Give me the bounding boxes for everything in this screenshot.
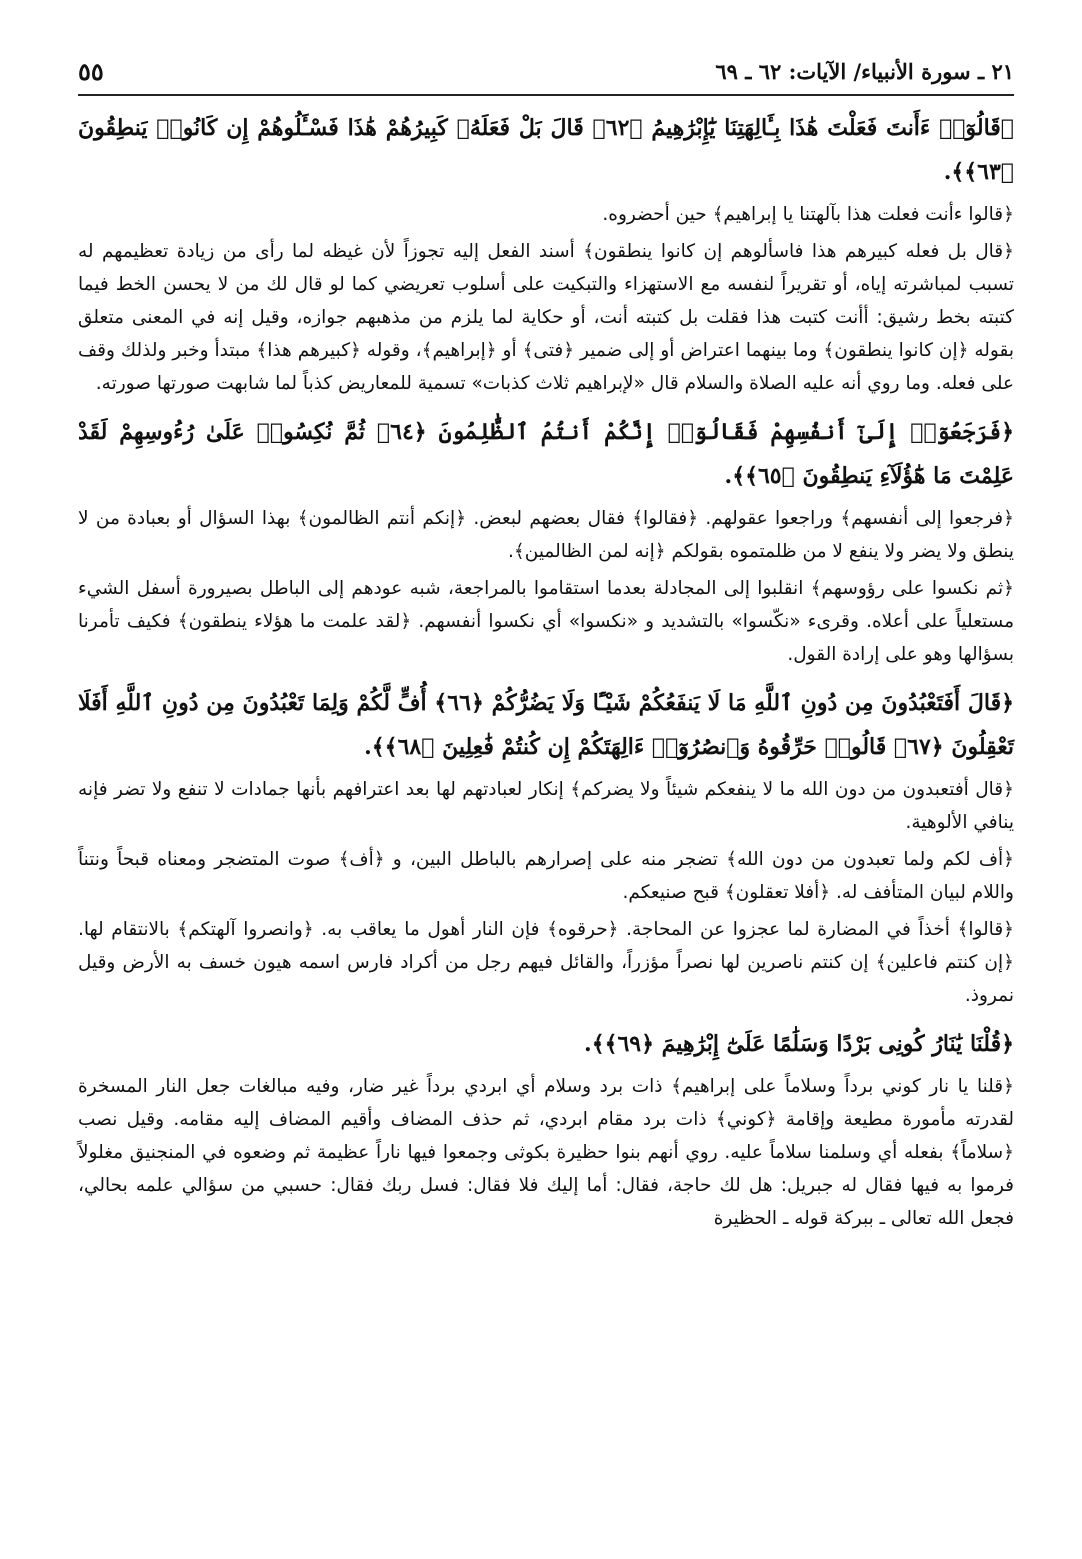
running-title: ٢١ ـ سورة الأنبياء/ الآيات: ٦٢ ـ ٦٩ [715,58,1014,84]
quran-verses-66-68: ﴿قَالَ أَفَتَعْبُدُونَ مِن دُونِ ٱللَّهِ مَا لَا يَنفَعُكُمْ شَيْـًٔا وَلَا يَضُرُّكُمْ ﴿٦٦﴾ أُفٍّ لَّكُمْ وَلِمَا تَعْبُدُونَ مِن دُونِ ٱللَّهِ أَفَلَا تَعْقِلُونَ ﴿٦٧﴾ قَالُوا۟ حَرِّقُوهُ وَٱنصُرُوٓا۟ ءَالِهَتَكُمْ إِن كُنتُمْ فَٰعِلِينَ ﴿٦٨﴾﴾. [78,690,1014,760]
commentary-paragraph: ﴿ثم نكسوا على رؤوسهم﴾ انقلبوا إلى المجادلة بعدما استقاموا بالمراجعة، شبه عودهم إلى الباطل بصيرورة أسفل الشيء مستعلياً على أعلاه. وقرىء «نكّسوا» بالتشديد و «نكسوا» أي نكسوا أنفسهم. ﴿لقد علمت ما هؤلاء ينطقون﴾ فكيف تأمرنا بسؤالها وهو على إرادة القول. [78,578,1014,665]
commentary-paragraph: ﴿قال أفتعبدون من دون الله ما لا ينفعكم شيئاً ولا يضركم﴾ إنكار لعبادتهم لها بعد اعترافهم بأنها جمادات لا تنفع ولا تضر فإنه ينافي الألوهية. [78,779,1014,833]
quran-verses-64-65: ﴿فَرَجَعُوٓا۟ إِلَىٰٓ أَنفُسِهِمْ فَقَالُوٓا۟ إِنَّكُمْ أَنتُمُ ٱلظَّٰلِمُونَ ﴿٦٤﴾ ثُمَّ نُكِسُوا۟ عَلَىٰ رُءُوسِهِمْ لَقَدْ عَلِمْتَ مَا هَٰٓؤُلَآءِ يَنطِقُونَ ﴿٦٥﴾﴾. [78,419,1014,489]
commentary-paragraph: ﴿أف لكم ولما تعبدون من دون الله﴾ تضجر منه على إصرارهم بالباطل البين، و ﴿أف﴾ صوت المتضجر ومعناه قبحاً ونتناً واللام لبيان المتأفف له. ﴿أفلا تعقلون﴾ قبح صنيعكم. [78,849,1014,903]
commentary-paragraph: ﴿قلنا يا نار كوني برداً وسلاماً على إبراهيم﴾ ذات برد وسلام أي ابردي برداً غير ضار، وفيه مبالغات جعل النار المسخرة لقدرته مأمورة مطيعة وإقامة ﴿كوني﴾ ذات برد مقام ابردي، ثم حذف المضاف وأقيم المضاف إليه مقامه. وقيل نصب ﴿سلاماً﴾ بفعله أي وسلمنا سلاماً عليه. روي أنهم بنوا حظيرة بكوثى وجمعوا فيها ناراً عظيمة ثم وضعوه في المنجنيق مغلولاً فرموا به فيها فقال له جبريل: هل لك حاجة، فقال: أما إليك فلا فقال: فسل ربك فقال: حسبي من سؤالي علمه بحالي، فجعل الله تعالى ـ ببركة قوله ـ الحظيرة [78,1076,1014,1229]
page [78,48,1014,1549]
quran-verses-62-63: ﴿قَالُوٓا۟ ءَأَنتَ فَعَلْتَ هَٰذَا بِـَٔالِهَتِنَا يَٰٓإِبْرَٰهِيمُ ﴿٦٢﴾ قَالَ بَلْ فَعَلَهُۥ كَبِيرُهُمْ هَٰذَا فَسْـَٔلُوهُمْ إِن كَانُوا۟ يَنطِقُونَ ﴿٦٣﴾﴾. [78,115,1014,185]
commentary-paragraph: ﴿قال بل فعله كبيرهم هذا فاسألوهم إن كانوا ينطقون﴾ أسند الفعل إليه تجوزاً لأن غيظه لما رأى من زيادة تعظيمهم له تسبب لمباشرته إياه، أو تقريراً لنفسه مع الاستهزاء والتبكيت على أسلوب تعريضي كما لو قال لك من لا يحسن الخط فيما كتبته بخط رشيق: أأنت كتبت هذا فقلت بل كتبته أنت، أو حكاية لما يلزم من مذهبهم جوازه، وقيل إنه في المعنى متعلق بقوله ﴿إن كانوا ينطقون﴾ وما بينهما اعتراض أو إلى ضمير ﴿فتى﴾ أو ﴿إبراهيم﴾، وقوله ﴿كبيرهم هذا﴾ مبتدأ وخبر ولذلك وقف على فعله. وما روي أنه عليه الصلاة والسلام قال «لإبراهيم ثلاث كذبات» تسمية للمعاريض كذباً لما شابهت صورتها صورته. [78,241,1014,394]
commentary-paragraph: ﴿قالوا ءأنت فعلت هذا بآلهتنا يا إبراهيم﴾ حين أحضروه. [602,204,1014,225]
commentary-paragraph: ﴿فرجعوا إلى أنفسهم﴾ وراجعوا عقولهم. ﴿فقالوا﴾ فقال بعضهم لبعض. ﴿إنكم أنتم الظالمون﴾ بهذا السؤال أو بعبادة من لا ينطق ولا يضر ولا ينفع لا من ظلمتموه بقولكم ﴿إنه لمن الظالمين﴾. [78,508,1014,562]
commentary-paragraph: ﴿قالوا﴾ أخذاً في المضارة لما عجزوا عن المحاجة. ﴿حرقوه﴾ فإن النار أهول ما يعاقب به. ﴿وانصروا آلهتكم﴾ بالانتقام لها. ﴿إن كنتم فاعلين﴾ إن كنتم ناصرين لها نصراً مؤزراً، والقائل فيهم رجل من أكراد فارس اسمه هيون خسف به الأرض وقيل نمروذ. [78,919,1014,1006]
page-number: ٥٥ [78,56,104,86]
page-header [78,48,1014,96]
quran-verse-69: ﴿قُلْنَا يَٰنَارُ كُونِى بَرْدًا وَسَلَٰمًا عَلَىٰٓ إِبْرَٰهِيمَ ﴿٦٩﴾﴾. [584,1031,1014,1057]
